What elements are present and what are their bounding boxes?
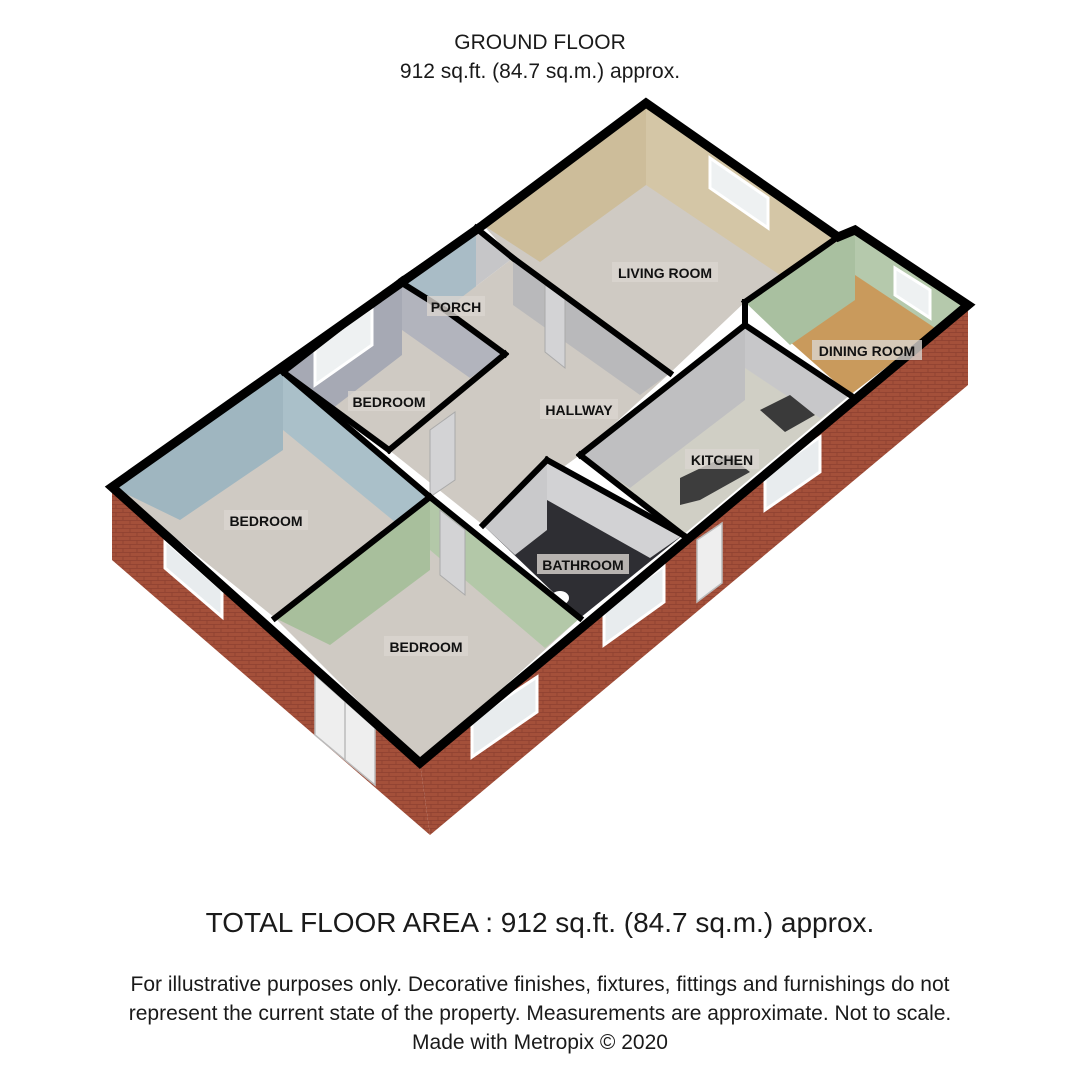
svg-text:BEDROOM: BEDROOM	[352, 394, 426, 410]
room-label-kitchen	[685, 449, 759, 469]
svg-text:BATHROOM: BATHROOM	[542, 557, 624, 573]
svg-text:LIVING ROOM: LIVING ROOM	[617, 265, 713, 281]
total-floor-area: TOTAL FLOOR AREA : 912 sq.ft. (84.7 sq.m.) approx.	[205, 907, 875, 938]
svg-text:KITCHEN: KITCHEN	[690, 452, 754, 468]
room-label-bedroom-front	[384, 636, 468, 656]
floor-area-subtitle: 912 sq.ft. (84.7 sq.m.) approx.	[399, 60, 681, 83]
room-label-bathroom	[537, 554, 629, 574]
svg-text:BEDROOM: BEDROOM	[389, 639, 463, 655]
room-label-porch	[427, 296, 485, 316]
svg-text:DINING ROOM: DINING ROOM	[818, 343, 916, 359]
svg-text:BEDROOM: BEDROOM	[229, 513, 303, 529]
credit-line: Made with Metropix © 2020	[412, 1031, 668, 1054]
room-label-dining-room	[812, 340, 922, 360]
room-label-bedroom-small	[348, 391, 430, 411]
floor-title: GROUND FLOOR	[454, 31, 626, 54]
disclaimer-line-1: For illustrative purposes only. Decorative finishes, fixtures, fittings and furnishings do not	[130, 973, 950, 996]
room-label-living-room	[612, 262, 718, 282]
room-label-hallway	[540, 399, 618, 419]
svg-text:PORCH: PORCH	[430, 299, 482, 315]
svg-text:HALLWAY: HALLWAY	[545, 402, 613, 418]
room-label-bedroom-left	[224, 510, 308, 530]
disclaimer-line-2: represent the current state of the property. Measurements are approximate. Not to scale.	[128, 1002, 952, 1025]
